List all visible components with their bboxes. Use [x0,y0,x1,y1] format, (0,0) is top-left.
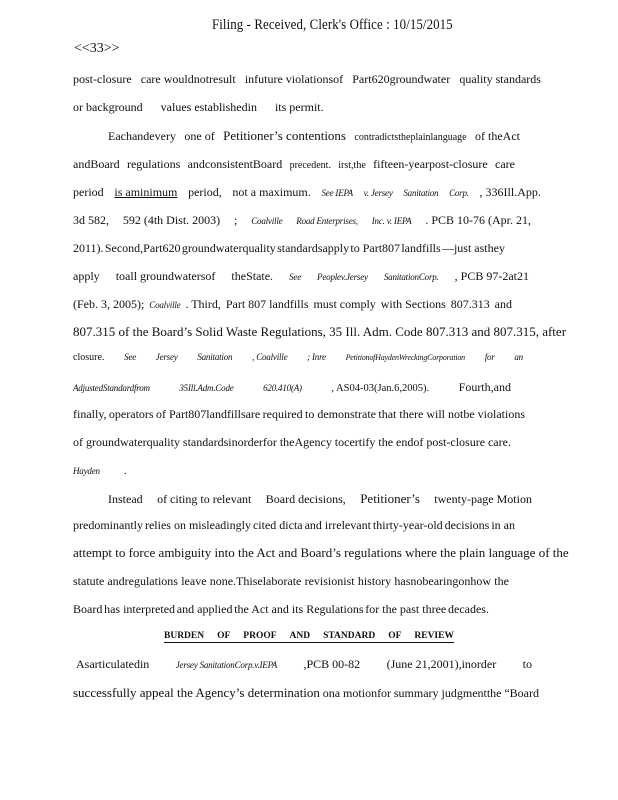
text-line: (Feb. 3, 2005); Coalville . Third, Part 807 landfills must comply with Sections 807.313 and [73,297,512,311]
text-line: or background values establishedin its permit. [73,100,324,114]
text-line: AdjustedStandardfrom 35Ill.Adm.Code 620.410(A) , AS04-03(Jan.6,2005). Fourth,and [73,380,511,394]
text-line: post-closure care wouldnotresult infuture violationsof Part620groundwater quality standards [73,72,541,86]
text-line: Hayden . [73,463,127,477]
text-line: andBoard regulations andconsistentBoard precedent. irst,the fifteen-yearpost-closure care [73,157,515,171]
text-line: Eachandevery one of Petitioner’s contentions contradictstheplainlanguage of theAct [108,128,520,143]
filing-stamp: Filing - Received, Clerk's Office : 10/15/2015 [212,17,453,33]
section-heading: BURDEN OF PROOF AND STANDARD OF REVIEW [164,631,454,641]
text-line: Asarticulatedin Jersey SanitationCorp.v.IEPA ,PCB 00-82 (June 21,2001),inorder to [76,657,532,671]
text-line: period is aminimum period, not a maximum. See IEPA v. Jersey Sanitation Corp. , 336Ill.App. [73,185,541,199]
text-line: of groundwaterquality standardsinorderfor theAgency tocertify the endof post-closure care. [73,435,511,449]
text-line: closure. See Jersey Sanitation , Coalville ; Inre PetitionofHaydenWreckingCorporation for an [73,352,523,363]
text-line: 2011). Second,Part620 groundwaterquality standardsapply to Part807 landfills —just asthey [73,241,505,255]
text-line: statute andregulations leave none.Thiselaborate revisionist history hasnobearingonhow the [73,574,509,588]
text-line: Instead of citing to relevant Board decisions, Petitioner’s twenty-page Motion [108,491,532,506]
text-line: Board has interpreted and applied the Act and its Regulations for the past three decades. [73,602,489,616]
text-line: 3d 582, 592 (4th Dist. 2003) ; Coalville Road Enterprises, Inc. v. IEPA . PCB 10-76 (Apr. 21, [73,213,531,227]
text-line: attempt to force ambiguity into the Act and Board’s regulations where the plain language of the [73,545,569,560]
text-line: successfully appeal the Agency’s determination ona motionfor summary judgmentthe “Board [73,685,539,700]
text-line: 807.315 of the Board’s Solid Waste Regulations, 35 Ill. Adm. Code 807.313 and 807.315, after [73,324,567,339]
text-line: finally, operators of Part807landfillsare required to demonstrate that there will notbe violations [73,407,525,421]
text-line: predominantly relies on misleadingly cited dicta and irrelevant thirty-year-old decisions in an [73,518,515,532]
text-line: apply toall groundwatersof theState. See Peoplev.Jersey SanitationCorp. , PCB 97-2at21 [73,269,529,283]
page-number: <<33>> [74,41,120,56]
